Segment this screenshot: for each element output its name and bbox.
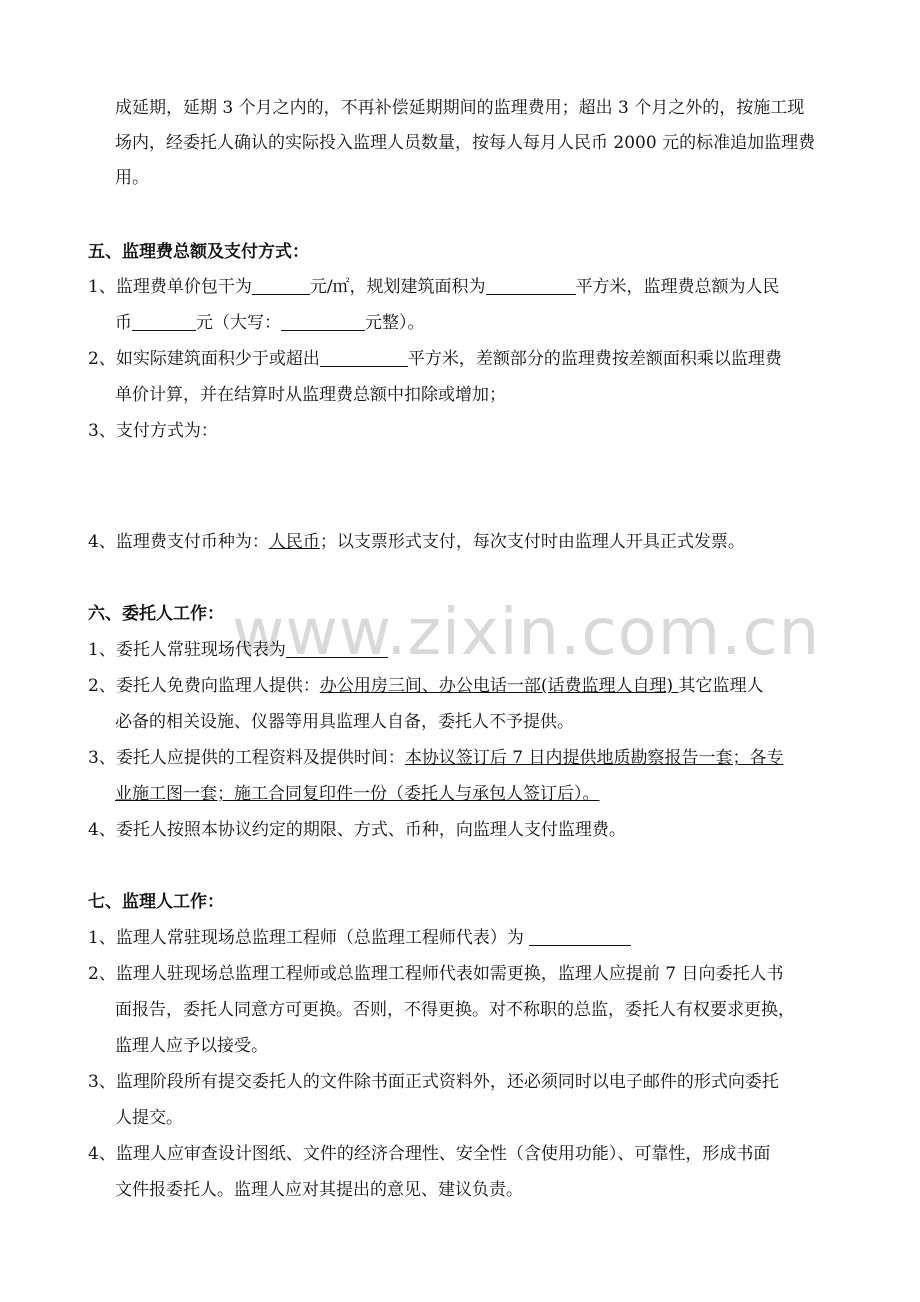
watermark: www.zixin.com.cn xyxy=(232,596,821,670)
section-5-item-2 xyxy=(88,347,782,371)
item-text: 币 xyxy=(115,313,132,333)
intro-line-1: 成延期，延期 3 个月之内的，不再补偿延期期间的监理费用；超出 3 个月之外的，按施工现 xyxy=(115,98,805,118)
section-5-item-4 xyxy=(88,530,745,554)
section-7-item-2-line-2: 面报告，委托人同意方可更换。否则，不得更换。对不称职的总监，委托人有权要求更换， xyxy=(115,1000,795,1020)
item-text: 元整）。 xyxy=(365,313,425,333)
blank-unit-price[interactable] xyxy=(252,276,310,295)
blank-planned-area[interactable] xyxy=(486,276,576,295)
section-7-item-2-line-3: 监理人应予以接受。 xyxy=(115,1036,268,1056)
intro-line-2: 场内，经委托人确认的实际投入监理人员数量，按每人每月人民币 2000 元的标准追加监理费 xyxy=(115,133,816,153)
section-6-item-2 xyxy=(88,674,764,698)
section-6-item-3 xyxy=(88,746,783,770)
item-text: 平方米，差额部分的监理费按差额面积乘以监理费 xyxy=(407,349,782,369)
blank-total-fee[interactable] xyxy=(132,312,196,331)
item-text: 3、委托人应提供的工程资料及提供时间： xyxy=(88,748,405,768)
section-5-item-1 xyxy=(88,275,780,299)
item-text: 1、监理人常驻现场总监理工程师（总监理工程师代表）为 xyxy=(88,928,530,948)
intro-line-3: 用。 xyxy=(115,168,149,188)
provided-facilities: 办公用房三间、办公电话一部(话费监理人自理) xyxy=(319,676,679,696)
item-text: 4、监理费支付币种为： xyxy=(88,532,269,552)
item-text: 2、如实际建筑面积少于或超出 xyxy=(88,349,320,369)
item-text: 平方米，监理费总额为人民 xyxy=(575,277,780,297)
blank-chief-engineer[interactable] xyxy=(529,927,631,946)
section-7-item-3-line-1: 3、监理阶段所有提交委托人的文件除书面正式资料外，还必须同时以电子邮件的形式向委托 xyxy=(88,1072,779,1092)
section-7-item-2-line-1: 2、监理人驻现场总监理工程师或总监理工程师代表如需更换，监理人应提前 7 日向委托人书 xyxy=(88,964,784,984)
materials-provided: 本协议签订后 7 日内提供地质勘察报告一套；各专 xyxy=(404,748,784,768)
currency-value: 人民币 xyxy=(268,532,320,552)
item-text: ；以支票形式支付，每次支付时由监理人开具正式发票。 xyxy=(319,532,745,552)
item-text: 1、监理费单价包干为 xyxy=(88,277,252,297)
section-6-item-1 xyxy=(88,638,388,662)
blank-client-representative[interactable] xyxy=(286,639,388,658)
blank-area[interactable] xyxy=(320,348,408,367)
item-text: 元（大写： xyxy=(196,313,281,333)
section-5-heading: 五、监理费总额及支付方式： xyxy=(88,242,309,262)
item-text: 2、委托人免费向监理人提供： xyxy=(88,676,320,696)
section-7-item-4-line-2: 文件报委托人。监理人应对其提出的意见、建议负责。 xyxy=(115,1180,523,1200)
item-text: 元/㎡，规划建筑面积为 xyxy=(309,277,486,297)
item-text: 其它监理人 xyxy=(678,676,764,696)
section-6-heading: 六、委托人工作： xyxy=(88,604,224,624)
section-6-item-3-cont: 业施工图一套；施工合同复印件一份（委托人与承包人签订后）。 xyxy=(115,784,600,804)
blank-total-fee-capital[interactable] xyxy=(281,312,365,331)
section-6-item-4: 4、委托人按照本协议约定的期限、方式、币种，向监理人支付监理费。 xyxy=(88,820,626,840)
section-5-item-3: 3、支付方式为： xyxy=(88,421,218,441)
section-7-item-3-line-2: 人提交。 xyxy=(115,1108,183,1128)
section-7-item-1 xyxy=(88,926,631,950)
section-7-item-4-line-1: 4、监理人应审查设计图纸、文件的经济合理性、安全性（含使用功能）、可靠性，形成书面 xyxy=(88,1144,771,1164)
section-7-heading: 七、监理人工作： xyxy=(88,892,224,912)
section-6-item-2-cont: 必备的相关设施、仪器等用具监理人自备，委托人不予提供。 xyxy=(115,712,574,732)
section-5-item-2-cont: 单价计算，并在结算时从监理费总额中扣除或增加； xyxy=(115,385,506,405)
section-5-item-1-cont xyxy=(115,311,425,335)
item-text: 1、委托人常驻现场代表为 xyxy=(88,640,286,660)
